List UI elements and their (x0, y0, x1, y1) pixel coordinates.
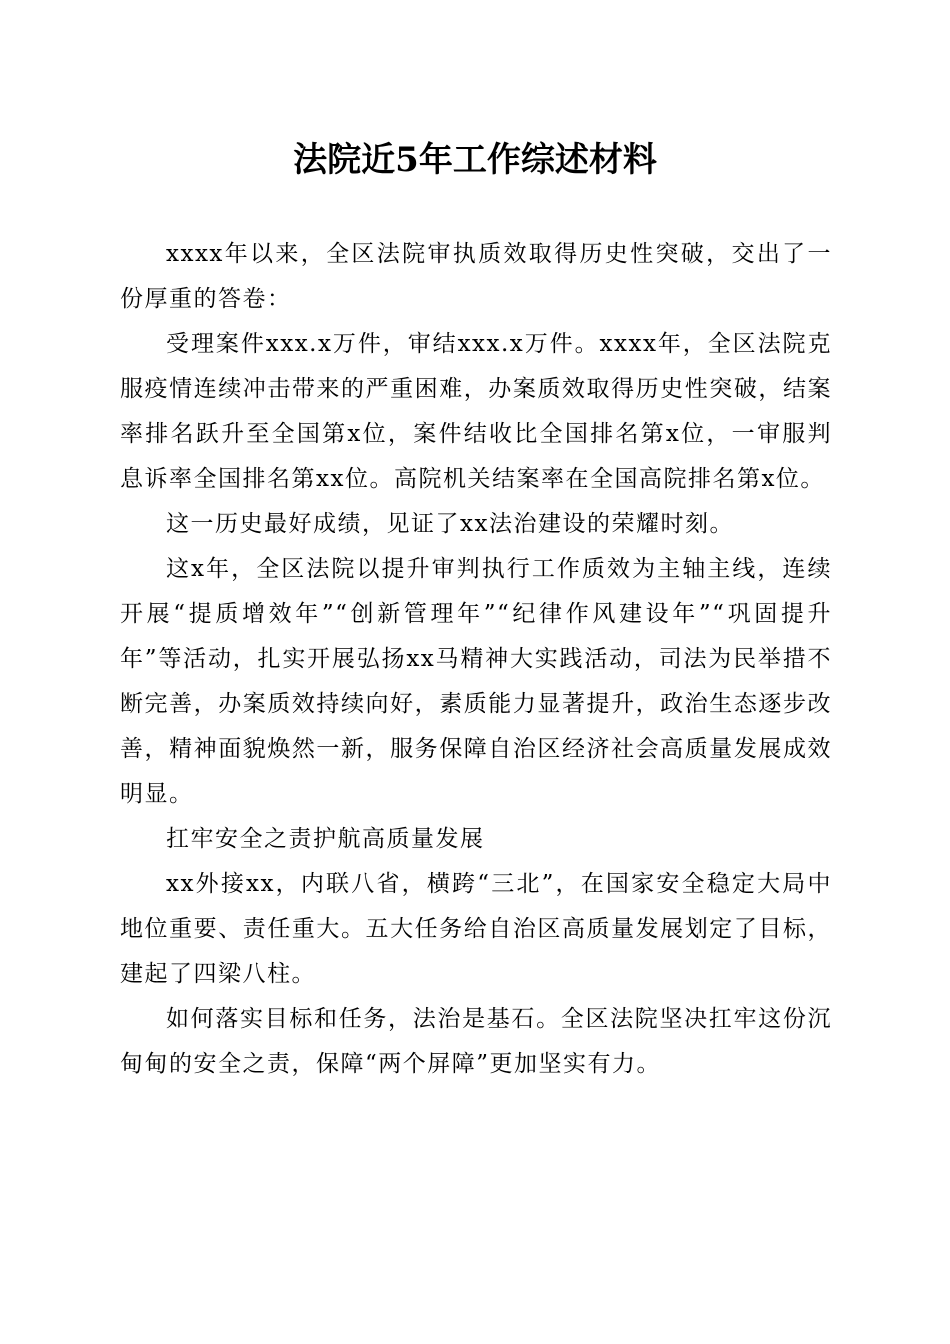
paragraph-rule-of-law: 如何落实目标和任务，法治是基石。全区法院坚决扛牢这份沉甸甸的安全之责，保障“两个屏障”更加坚实有力。 (120, 1006, 832, 1077)
paragraph-activities: 这x年，全区法院以提升审判执行工作质效为主轴主线，连续开展“提质增效年”“创新管理年”“纪律作风建设年”“巩固提升年”等活动，扎实开展弘扬xx马精神大实践活动，司法为民举措不断完善，办案质效持续向好，素质能力显著提升，政治生态逐步改善，精神面貌焕然一新，服务保障自治区经济社会高质量发展成效明显。 (120, 556, 832, 807)
paragraph-achievement: 这一历史最好成绩，见证了xx法治建设的荣耀时刻。 (166, 511, 734, 537)
section-heading: 扛牢安全之责护航高质量发展 (166, 826, 485, 852)
document-body (120, 232, 832, 1087)
paragraph-case-statistics: 受理案件xxx.x万件，审结xxx.x万件。xxxx年，全区法院克服疫情连续冲击带来的严重困难，办案质效取得历史性突破，结案率排名跃升至全国第x位，案件结收比全国排名第x位，一审服判息诉率全国排名第xx位。高院机关结案率在全国高院排名第x位。 (120, 331, 832, 492)
document-title: 法院近5年工作综述材料 (293, 140, 657, 180)
paragraph-intro: xxxx年以来，全区法院审执质效取得历史性突破，交出了一份厚重的答卷： (120, 241, 832, 312)
paragraph-location: xx外接xx，内联八省，横跨“三北”，在国家安全稳定大局中地位重要、责任重大。五大任务给自治区高质量发展划定了目标，建起了四梁八柱。 (120, 871, 832, 987)
